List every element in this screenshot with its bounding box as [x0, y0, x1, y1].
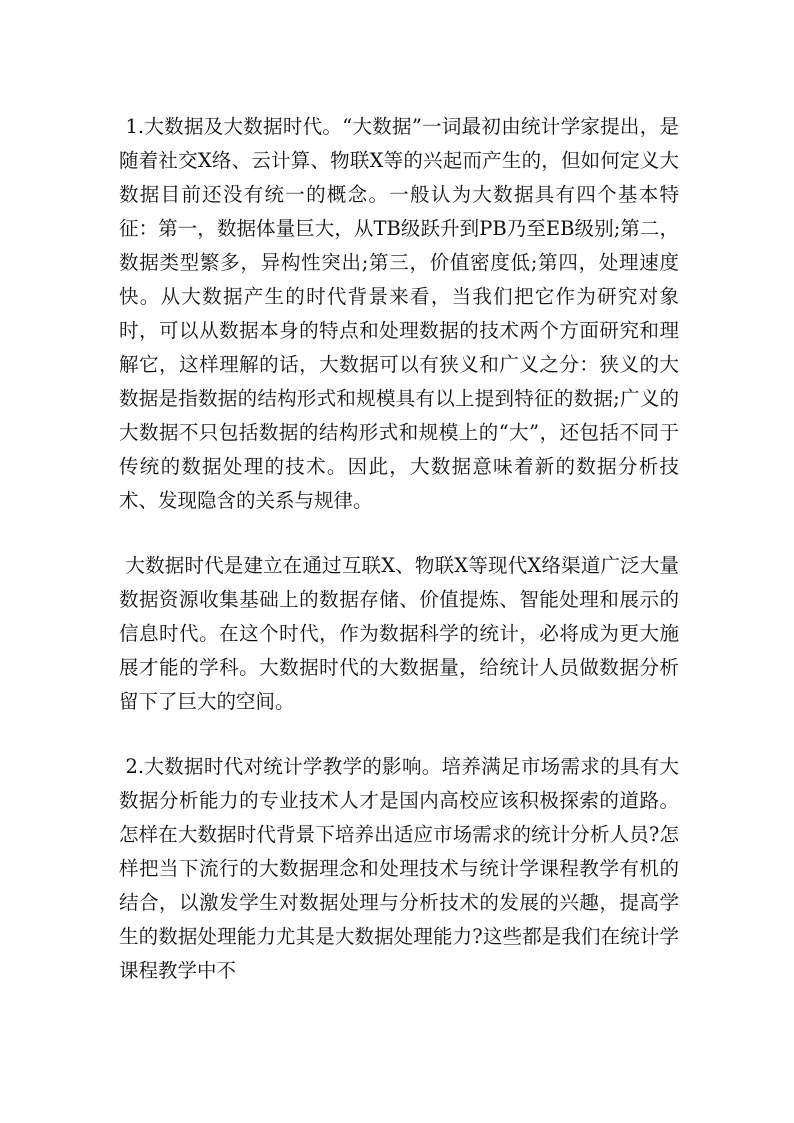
paragraph-big-data-era: 1.大数据及大数据时代。“大数据”一词最初由统计学家提出，是随着社交X络、云计算、物联X等的兴起而产生的，但如何定义大数据目前还没有统一的概念。一般认为大数据具有四个基本特征：第一，数据体量巨大，从TB级跃升到PB乃至EB级别;第二，数据类型繁多，异构性突出;第三，价值密度低;第四，处理速度快。从大数据产生的时代背景来看，当我们把它作为研究对象时，可以从数据本身的特点和处理数据的技术两个方面研究和理解它，这样理解的话，大数据可以有狭义和广义之分：狭义的大数据是指数据的结构形式和规模具有以上提到特征的数据;广义的大数据不只包括数据的结构形式和规模上的“大”，还包括不同于传统的数据处理的技术。因此，大数据意味着新的数据分析技术、发现隐含的关系与规律。 [119, 115, 679, 512]
document-body [119, 110, 679, 988]
paragraph-information-era: 大数据时代是建立在通过互联X、物联X等现代X络渠道广泛大量数据资源收集基础上的数据存储、价值提炼、智能处理和展示的信息时代。在这个时代，作为数据科学的统计，必将成为更大施展才能的学科。大数据时代的大数据量，给统计人员做数据分析留下了巨大的空间。 [119, 554, 680, 713]
paragraph-statistics-teaching: 2.大数据时代对统计学教学的影响。培养满足市场需求的具有大数据分析能力的专业技术人才是国内高校应该积极探索的道路。怎样在大数据时代背景下培养出适应市场需求的统计分析人员?怎样把当下流行的大数据理念和处理技术与统计学课程教学有机的结合，以激发学生对数据处理与分析技术的发展的兴趣，提高学生的数据处理能力尤其是大数据处理能力?这些都是我们在统计学课程教学中不 [119, 755, 679, 982]
